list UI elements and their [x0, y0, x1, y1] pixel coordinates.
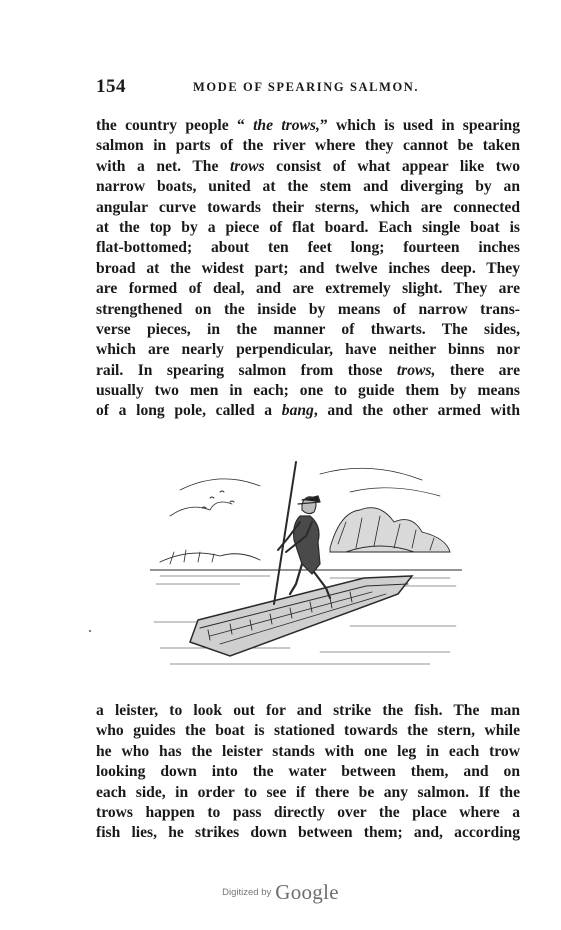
text-segment: he who has the leister stands with one leg in each trow — [96, 742, 520, 760]
illustration-man-spearing-salmon — [150, 452, 462, 676]
digitized-by-label: Digitized by — [222, 887, 272, 898]
para-top-line — [96, 136, 520, 156]
para-top-line — [96, 238, 520, 258]
para-bottom-line — [96, 803, 520, 823]
google-logo-text: Google — [275, 880, 339, 904]
text-segment: trows happen to pass directly over the place where a — [96, 803, 520, 821]
italic-term: bang — [281, 402, 314, 420]
text-segment: flat-bottomed; about ten feet long; fourteen inches — [96, 239, 520, 257]
italic-term: the trows, — [253, 117, 320, 134]
para-top-line — [96, 177, 520, 197]
text-segment: looking down into the water between them, and on — [96, 763, 520, 781]
text-segment: are formed of deal, and are extremely slight. They are — [96, 280, 520, 298]
para-bottom-line — [96, 783, 520, 803]
text-segment: salmon in parts of the river where they cannot be taken — [96, 137, 520, 155]
para-top-line — [96, 259, 520, 279]
para-bottom-line — [96, 762, 520, 782]
page-number: 154 — [96, 76, 126, 97]
italic-term: trows — [229, 157, 265, 175]
text-segment: broad at the widest part; and twelve inches deep. They — [96, 259, 520, 277]
italic-term: trows, — [396, 361, 436, 379]
text-segment: verse pieces, in the manner of thwarts. The sides, — [96, 320, 520, 338]
text-segment: rail. In spearing salmon from those — [96, 361, 397, 379]
text-segment: a leister, to look out for and strike the fish. The man — [96, 702, 520, 719]
text-segment: at the top by a piece of flat board. Each single boat is — [96, 218, 520, 236]
text-segment: , and the other armed with — [313, 402, 520, 420]
text-segment: angular curve towards their sterns, which are connected — [96, 198, 520, 216]
running-title: MODE OF SPEARING SALMON. — [193, 80, 420, 94]
text-segment: usually two men in each; one to guide them by means — [96, 382, 520, 400]
text-segment: there are — [435, 361, 520, 379]
digitized-watermark — [0, 880, 561, 905]
text-segment: ” which is used in spearing — [319, 117, 520, 134]
text-segment: narrow boats, united at the stem and diverging by an — [96, 178, 520, 196]
para-top-line — [96, 401, 520, 421]
para-bottom-line — [96, 742, 520, 762]
margin-mark — [89, 630, 91, 632]
para-top-line — [96, 218, 520, 238]
body-paragraph-bottom — [96, 701, 520, 844]
text-segment: with a net. The — [96, 157, 230, 175]
text-segment: each side, in order to see if there be any salmon. If the — [96, 783, 520, 801]
text-segment: who guides the boat is stationed towards the stern, while — [96, 722, 520, 740]
text-segment: strengthened on the inside by means of narrow trans- — [96, 300, 520, 318]
para-top-line — [96, 116, 520, 136]
para-bottom-line — [96, 823, 520, 843]
para-top-line — [96, 157, 520, 177]
para-top-line — [96, 279, 520, 299]
body-paragraph-top — [96, 116, 520, 422]
text-segment: the country people “ — [96, 117, 254, 134]
para-top-line — [96, 340, 520, 360]
text-segment: consist of what appear like two — [264, 157, 520, 175]
para-top-line — [96, 198, 520, 218]
para-bottom-line — [96, 701, 520, 721]
para-top-line — [96, 300, 520, 320]
para-top-line — [96, 361, 520, 381]
text-segment: fish lies, he strikes down between them; and, according — [96, 824, 520, 842]
text-segment: of a long pole, called a — [96, 402, 282, 420]
para-bottom-line — [96, 721, 520, 741]
para-top-line — [96, 381, 520, 401]
text-segment: which are nearly perpendicular, have neither binns nor — [96, 341, 520, 359]
para-top-line — [96, 320, 520, 340]
page-header — [96, 76, 520, 98]
